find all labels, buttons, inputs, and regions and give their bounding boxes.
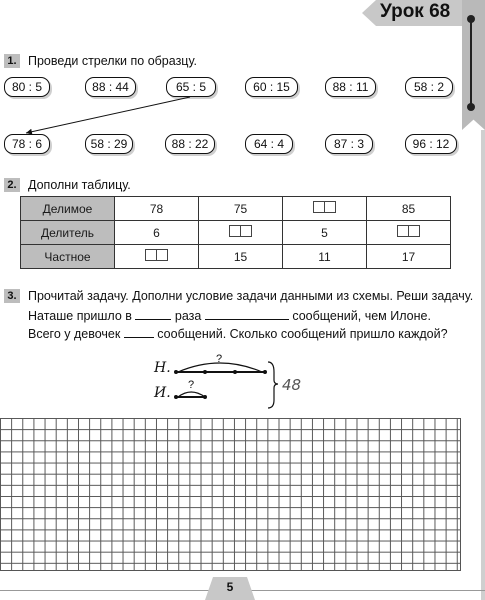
answer-blank[interactable] bbox=[124, 337, 154, 338]
answer-cell[interactable] bbox=[283, 197, 367, 221]
scheme-point bbox=[263, 370, 267, 374]
expression-pill[interactable]: 88 : 22 bbox=[165, 134, 215, 154]
expression-pill[interactable]: 65 : 5 bbox=[166, 77, 216, 97]
scheme-label-i: И. bbox=[154, 385, 171, 401]
table-cell: 5 bbox=[283, 221, 367, 245]
expression-pill[interactable]: 60 : 15 bbox=[245, 77, 298, 97]
problem-text: Всего у девочек bbox=[28, 327, 121, 341]
page-edge-strip bbox=[481, 130, 485, 600]
answer-boxes[interactable] bbox=[397, 225, 420, 237]
task-instruction: Дополни таблицу. bbox=[28, 178, 131, 192]
expression-pill[interactable]: 58 : 2 bbox=[405, 77, 453, 97]
expression-pill[interactable]: 87 : 3 bbox=[325, 134, 373, 154]
row-header: Частное bbox=[21, 245, 115, 269]
scheme-point bbox=[203, 395, 207, 399]
task-instruction: Прочитай задачу. Дополни условие задачи данными из схемы. Реши задачу. bbox=[28, 289, 474, 303]
scheme-point bbox=[174, 395, 178, 399]
table-cell: 15 bbox=[199, 245, 283, 269]
scheme-point bbox=[174, 370, 178, 374]
problem-scheme bbox=[150, 350, 320, 412]
answer-grid[interactable] bbox=[0, 418, 461, 571]
scheme-question-i: ? bbox=[188, 379, 195, 391]
scheme-label-n: Н. bbox=[154, 360, 171, 376]
problem-text: Наташе пришло в bbox=[28, 309, 132, 323]
row-header: Делитель bbox=[21, 221, 115, 245]
answer-cell[interactable] bbox=[367, 221, 451, 245]
division-table bbox=[20, 196, 451, 269]
row-header: Делимое bbox=[21, 197, 115, 221]
table-cell: 78 bbox=[115, 197, 199, 221]
table-row bbox=[21, 221, 451, 245]
task-number: 3. bbox=[4, 289, 20, 303]
problem-text: раза bbox=[174, 309, 202, 323]
scheme-total: 48 bbox=[282, 376, 302, 394]
table-cell: 11 bbox=[283, 245, 367, 269]
table-cell: 6 bbox=[115, 221, 199, 245]
task-number: 1. bbox=[4, 54, 20, 68]
answer-boxes[interactable] bbox=[229, 225, 252, 237]
expression-pill[interactable]: 58 : 29 bbox=[85, 134, 133, 154]
expression-pill[interactable]: 80 : 5 bbox=[4, 77, 50, 97]
table-row bbox=[21, 197, 451, 221]
expression-pill[interactable]: 78 : 6 bbox=[4, 134, 50, 154]
scheme-point bbox=[203, 370, 207, 374]
answer-cell[interactable] bbox=[199, 221, 283, 245]
expression-pill[interactable]: 88 : 11 bbox=[325, 77, 376, 97]
scheme-question-n: ? bbox=[216, 353, 223, 365]
lesson-title: Урок 68 bbox=[380, 1, 451, 22]
scheme-point bbox=[233, 370, 237, 374]
sample-arrow bbox=[0, 0, 485, 200]
problem-text: сообщений. Сколько сообщений пришло каждой? bbox=[157, 327, 448, 341]
table-cell: 17 bbox=[367, 245, 451, 269]
page-number: 5 bbox=[226, 580, 234, 594]
problem-text: сообщений, чем Илоне. bbox=[292, 309, 431, 323]
task-number: 2. bbox=[4, 178, 20, 192]
table-cell: 85 bbox=[367, 197, 451, 221]
expression-pill[interactable]: 64 : 4 bbox=[245, 134, 293, 154]
table-cell: 75 bbox=[199, 197, 283, 221]
problem-line-1 bbox=[28, 309, 431, 323]
answer-cell[interactable] bbox=[115, 245, 199, 269]
answer-blank[interactable] bbox=[135, 319, 171, 320]
scheme-total-brace bbox=[268, 362, 278, 408]
table-row bbox=[21, 245, 451, 269]
answer-boxes[interactable] bbox=[313, 201, 336, 213]
problem-line-2 bbox=[28, 327, 448, 341]
expression-pill[interactable]: 96 : 12 bbox=[405, 134, 457, 154]
expression-pill[interactable]: 88 : 44 bbox=[85, 77, 136, 97]
task-instruction: Проведи стрелки по образцу. bbox=[28, 54, 197, 68]
answer-blank[interactable] bbox=[205, 319, 289, 320]
answer-boxes[interactable] bbox=[145, 249, 168, 261]
